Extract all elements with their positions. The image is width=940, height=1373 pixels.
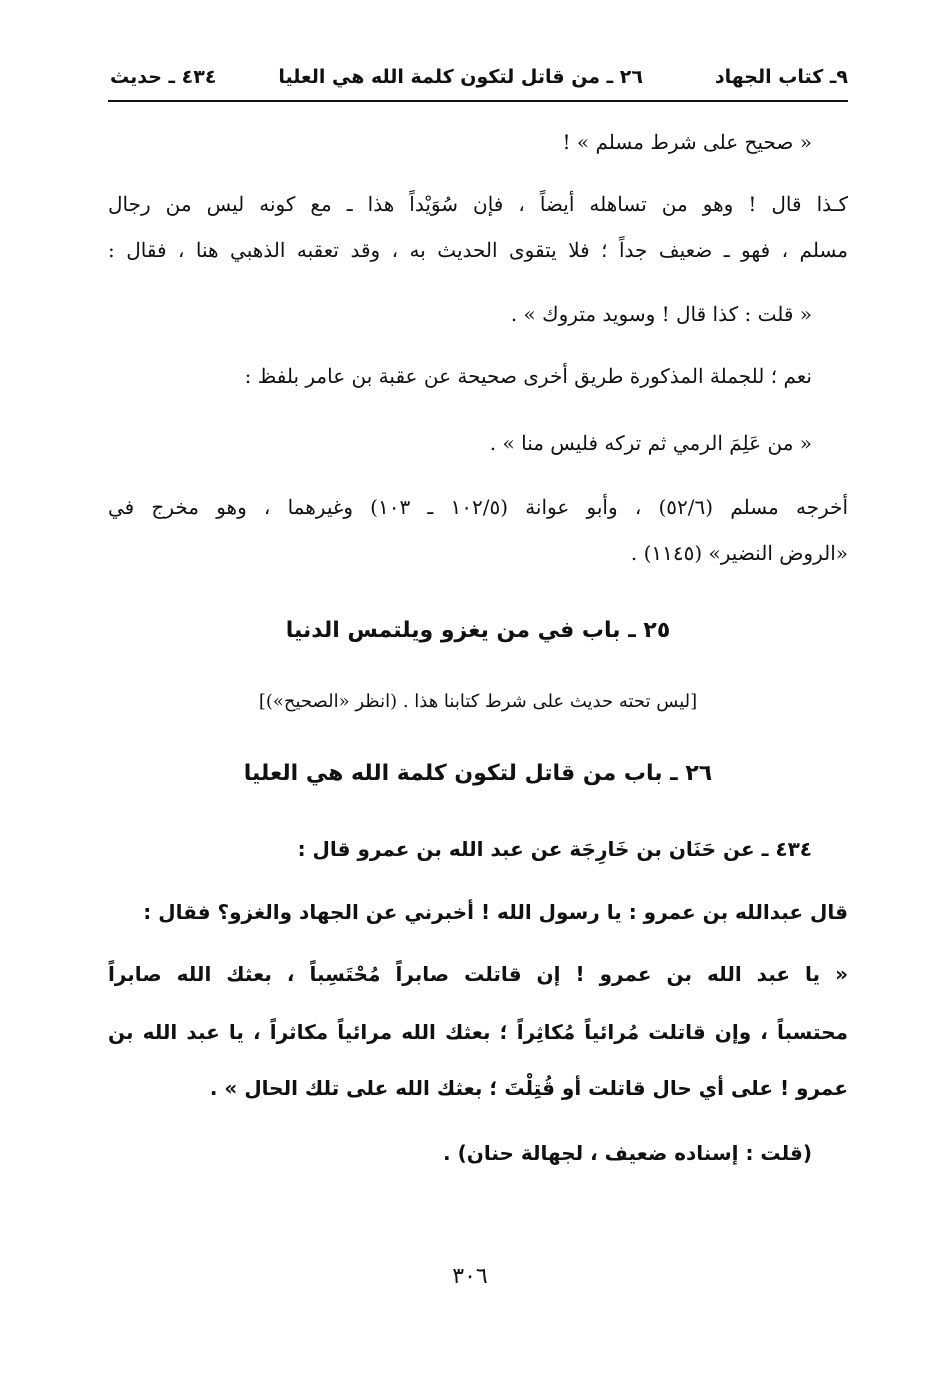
quote-line: « من عَلِمَ الرمي ثم تركه فليس منا » . (489, 431, 812, 455)
paragraph-line: كـذا قال ! وهو من تساهله أيضاً ، فإن سُوَيْداً هذا ـ مع كونه ليس من رجال (108, 192, 848, 216)
quote-line: « قلت : كذا قال ! وسويد متروك » . (510, 302, 812, 326)
hadith-reference: ٤٣٤ ـ حديث (110, 66, 217, 88)
hadith-line: قال عبدالله بن عمرو : يا رسول الله ! أخبرني عن الجهاد والغزو؟ فقال : (143, 900, 848, 924)
paragraph-line: «الروض النضير» (١١٤٥) . (630, 541, 848, 565)
page-number: ٣٠٦ (452, 1264, 488, 1289)
section-title: ٢٦ ـ من قاتل لتكون كلمة الله هي العليا (278, 66, 643, 88)
paragraph-line: نعم ؛ للجملة المذكورة طريق أخرى صحيحة عن عقبة بن عامر بلفظ : (244, 364, 812, 388)
hadith-line: محتسباً ، وإن قاتلت مُرائياً مُكاثِراً ؛ بعثك الله مرائياً مكاثراً ، يا عبد الله بن (108, 1020, 848, 1044)
paragraph-line: أخرجه مسلم (٥٢/٦) ، وأبو عوانة (١٠٢/٥ ـ ١٠٣) وغيرهما ، وهو مخرج في (108, 495, 848, 519)
editor-note: [ليس تحته حديث على شرط كتابنا هذا . (انظر «الصحيح»)] (258, 691, 698, 712)
grading-line: (قلت : إسناده ضعيف ، لجهالة حنان) . (443, 1141, 812, 1165)
chapter-title: ٩ـ كتاب الجهاد (714, 66, 848, 88)
hadith-line: ٤٣٤ ـ عن حَنَان بن خَارِجَة عن عبد الله بن عمرو قال : (297, 837, 812, 861)
chapter-heading-26: ٢٦ ـ باب من قاتل لتكون كلمة الله هي العليا (243, 761, 713, 786)
chapter-heading-25: ٢٥ ـ باب في من يغزو ويلتمس الدنيا (285, 618, 671, 643)
quote-line: « صحيح على شرط مسلم » ! (562, 130, 812, 154)
hadith-line: « يا عبد الله بن عمرو ! إن قاتلت صابراً مُحْتَسِباً ، بعثك الله صابراً (108, 962, 848, 986)
paragraph-line: مسلم ، فهو ـ ضعيف جداً ؛ فلا يتقوى الحديث به ، وقد تعقبه الذهبي هنا ، فقال : (108, 238, 848, 262)
hadith-line: عمرو ! على أي حال قاتلت أو قُتِلْتَ ؛ بعثك الله على تلك الحال » . (209, 1076, 848, 1100)
running-header (108, 60, 848, 102)
